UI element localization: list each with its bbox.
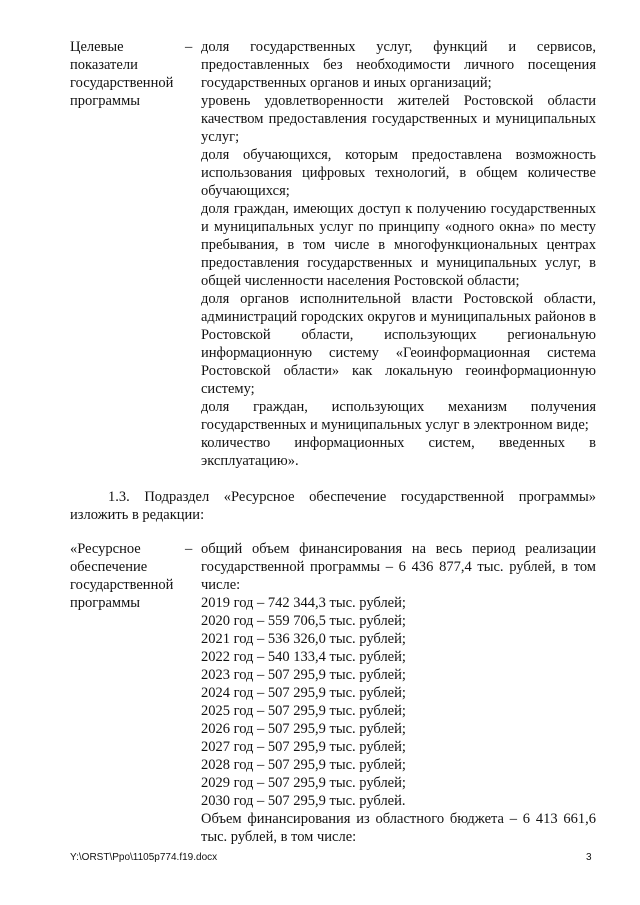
funding-intro: общий объем финансирования на весь период реализации государственной программы – 6 436 877,4 тыс. рублей, в том числе:	[201, 541, 596, 593]
indicator-item: доля обучающихся, которым предоставлена возможность использования цифровых технологий, в общем количестве обучающихся;	[201, 147, 596, 199]
resource-provision-dash: –	[185, 541, 193, 557]
target-indicators-row	[70, 38, 596, 470]
footer-page-number: 3	[586, 852, 592, 863]
funding-year-line: 2020 год – 559 706,5 тыс. рублей;	[201, 613, 406, 629]
footer-file-path: Y:\ORST\Ppo\1105p774.f19.docx	[70, 852, 218, 863]
target-indicators-block	[70, 38, 596, 470]
indicator-item: доля граждан, использующих механизм получения государственных и муниципальных услуг в электронном виде;	[201, 399, 596, 433]
resource-provision-label: «Ресурсное обеспечение государственной программы	[70, 541, 174, 611]
indicator-item: уровень удовлетворенности жителей Ростовской области качеством предоставления государственных и муниципальных услуг;	[201, 93, 596, 145]
target-indicators-label: Целевые показатели государственной программы	[70, 39, 174, 109]
indicator-item: доля государственных услуг, функций и сервисов, предоставленных без необходимости личного посещения государственных органов и иных организаций;	[201, 39, 596, 91]
resource-provision-content	[201, 540, 596, 846]
target-indicators-list	[201, 38, 596, 470]
indicator-item: доля органов исполнительной власти Ростовской области, администраций городских округов и муниципальных районов в Ростовской области, использующих региональную информационную систему «Геоинформационная система Ростовской области» как локальную геоинформационную систему;	[201, 291, 596, 397]
funding-year-line: 2019 год – 742 344,3 тыс. рублей;	[201, 595, 406, 611]
funding-year-line: 2026 год – 507 295,9 тыс. рублей;	[201, 721, 406, 737]
funding-year-line: 2028 год – 507 295,9 тыс. рублей;	[201, 757, 406, 773]
funding-year-line: 2024 год – 507 295,9 тыс. рублей;	[201, 685, 406, 701]
funding-year-line: 2021 год – 536 326,0 тыс. рублей;	[201, 631, 406, 647]
funding-year-line: 2029 год – 507 295,9 тыс. рублей;	[201, 775, 406, 791]
target-indicators-dash: –	[185, 39, 193, 55]
funding-year-line: 2030 год – 507 295,9 тыс. рублей.	[201, 793, 406, 809]
regional-budget-funding: Объем финансирования из областного бюджета – 6 413 661,6 тыс. рублей, в том числе:	[201, 811, 596, 845]
funding-year-line: 2025 год – 507 295,9 тыс. рублей;	[201, 703, 406, 719]
subsection-paragraph: 1.3. Подраздел «Ресурсное обеспечение государственной программы» изложить в редакции:	[70, 489, 596, 523]
funding-year-line: 2023 год – 507 295,9 тыс. рублей;	[201, 667, 406, 683]
indicator-item: доля граждан, имеющих доступ к получению государственных и муниципальных услуг по принципу «одного окна» по месту пребывания, в том числе в многофункциональных центрах предоставления государственных и муниципальных услуг, в общей численности населения Ростовской области;	[201, 201, 596, 289]
funding-year-line: 2022 год – 540 133,4 тыс. рублей;	[201, 649, 406, 665]
resource-provision-row	[70, 540, 596, 846]
resource-provision-block	[70, 540, 596, 846]
funding-year-line: 2027 год – 507 295,9 тыс. рублей;	[201, 739, 406, 755]
indicator-item: количество информационных систем, введенных в эксплуатацию».	[201, 435, 596, 469]
